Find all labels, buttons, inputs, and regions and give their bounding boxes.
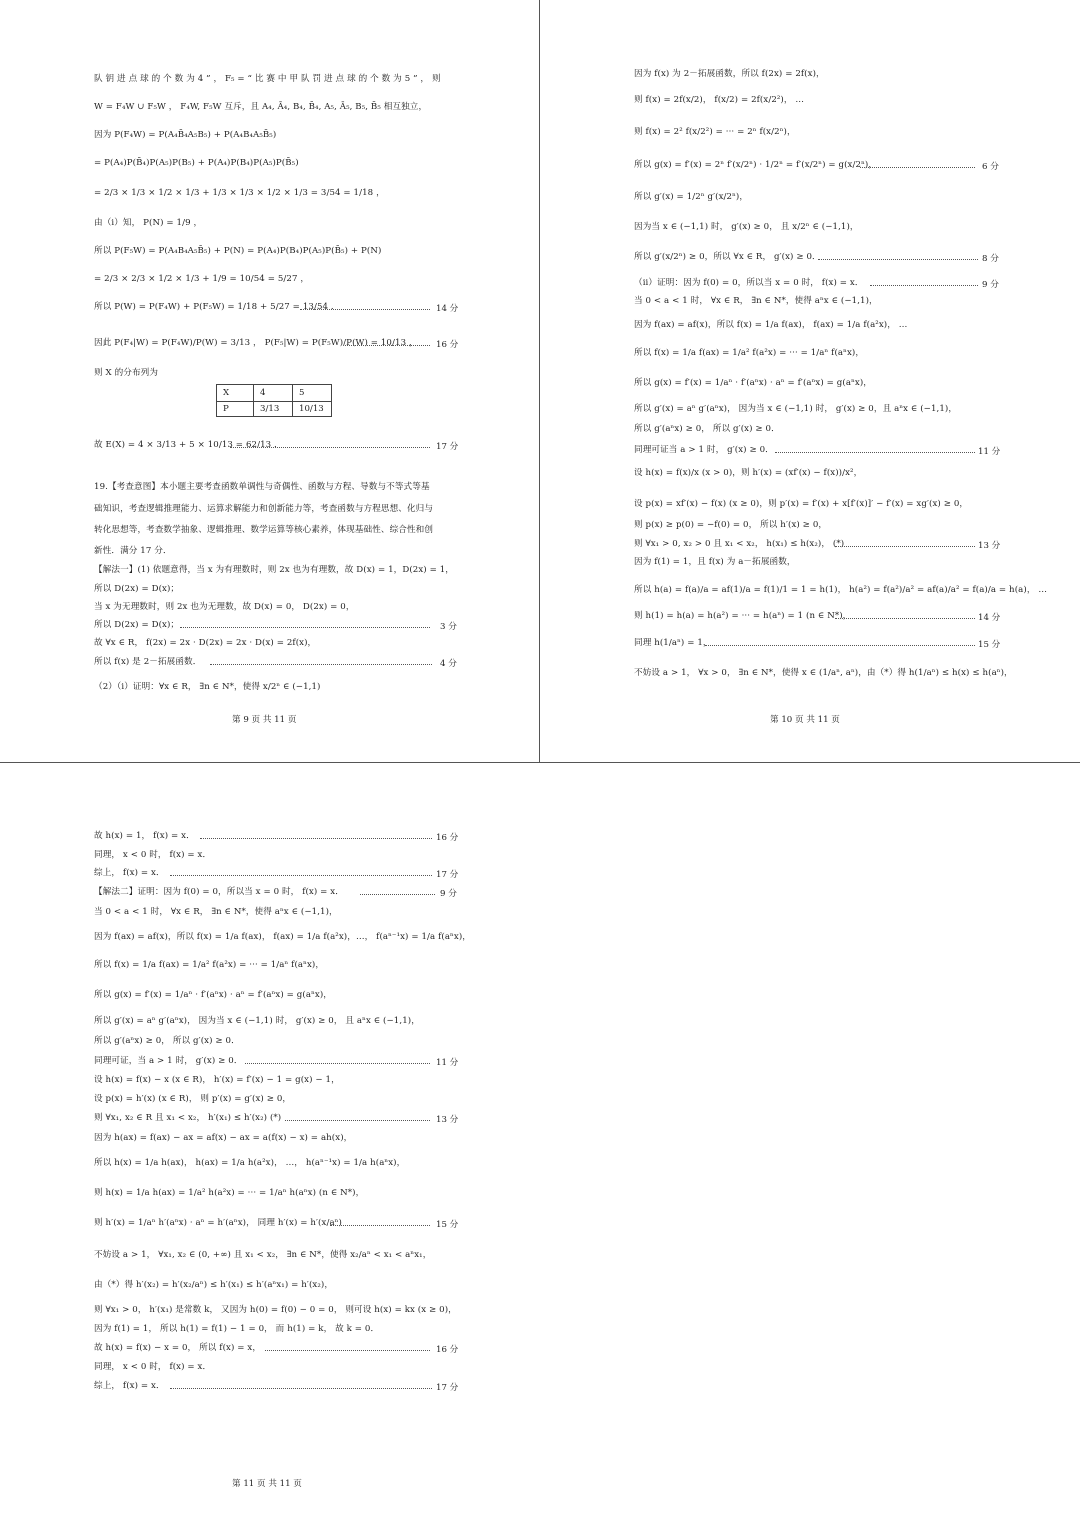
text-line: 【解法二】证明：因为 f(0) = 0，所以当 x = 0 时， f(x) = x．	[94, 887, 344, 897]
distribution-table	[216, 384, 332, 417]
score-label: 14 分	[978, 613, 1001, 623]
text-line: 由（i）知， P(N) = 1/9 ，	[94, 218, 203, 228]
text-line: 同理可证，当 a > 1 时， g′(x) ≥ 0．	[94, 1056, 243, 1066]
text-line: 则 f(x) = 2² f(x/2²) = ··· = 2ⁿ f(x/2ⁿ)，	[634, 127, 796, 137]
page-footer: 第 10 页 共 11 页	[770, 715, 840, 725]
text-line: = 2/3 × 2/3 × 1/2 × 1/3 + 1/9 = 10/54 = 5/27 ，	[94, 274, 310, 284]
text-line: 故 h(x) = 1， f(x) = x．	[94, 831, 195, 841]
table-cell: X	[217, 385, 254, 402]
text-line: 因为当 x ∈ (−1,1) 时， g′(x) ≥ 0， 且 x/2ⁿ ∈ (−1,1)，	[634, 222, 859, 232]
text-line: 同理， x < 0 时， f(x) = x．	[94, 1362, 212, 1372]
text-line: 因为 f(1) = 1， 所以 h(1) = f(1) − 1 = 0， 而 h(1) = k， 故 k = 0．	[94, 1324, 380, 1334]
text-line: 所以 D(2x) = D(x)；	[94, 620, 180, 630]
score-label: 8 分	[982, 254, 999, 264]
text-line: 19.【考查意图】本小题主要考查函数单调性与奇偶性、函数与方程、导数与不等式等基	[94, 482, 430, 492]
text-line: 所以 g′(x/2ⁿ) ≥ 0，所以 ∀x ∈ R， g′(x) ≥ 0．	[634, 252, 821, 262]
text-line: 所以 g′(x) = aⁿ g′(aⁿx)， 因为当 x ∈ (−1,1) 时， g′(x) ≥ 0，且 aⁿx ∈ (−1,1)，	[634, 404, 958, 414]
score-label: 9 分	[440, 889, 457, 899]
text-line: 础知识，考查逻辑推理能力、运算求解能力和创新能力等，考查函数与方程思想、化归与	[94, 504, 434, 514]
text-line: 所以 g′(x) = aⁿ g′(aⁿx)， 因为当 x ∈ (−1,1) 时， g′(x) ≥ 0， 且 aⁿx ∈ (−1,1)，	[94, 1016, 420, 1026]
text-line: 当 0 < a < 1 时， ∀x ∈ R， ∃n ∈ N*，使得 aⁿx ∈ (−1,1)，	[94, 907, 338, 917]
text-line: 不妨设 a > 1， ∀x > 0， ∃n ∈ N*，使得 x ∈ (1/aⁿ, aⁿ)，由（*）得 h(1/aⁿ) ≤ h(x) ≤ h(aⁿ)，	[634, 668, 1013, 678]
table-row	[217, 402, 332, 417]
text-line: 【解法一】(1) 依题意得，当 x 为有理数时，则 2x 也为有理数，故 D(x) = 1，D(2x) = 1，	[94, 565, 454, 575]
text-line: 设 p(x) = xf′(x) − f(x) (x ≥ 0)，则 p′(x) = f′(x) + x[f′(x)]′ − f′(x) = xg′(x) ≥ 0，	[634, 499, 969, 509]
score-label: 16 分	[436, 340, 459, 350]
text-line: （ii）证明：因为 f(0) = 0，所以当 x = 0 时， f(x) = x．	[634, 278, 864, 288]
text-line: 则 p(x) ≥ p(0) = −f(0) = 0， 所以 h′(x) ≥ 0，	[634, 520, 828, 530]
text-line: 所以 g(x) = f′(x) = 1/aⁿ · f′(aⁿx) · aⁿ = f′(aⁿx) = g(aⁿx)，	[634, 378, 872, 388]
text-line: 则 h(x) = 1/a h(ax) = 1/a² h(a²x) = ··· = 1/aⁿ h(aⁿx) (n ∈ N*)，	[94, 1188, 365, 1198]
text-line: 综上， f(x) = x．	[94, 1381, 165, 1391]
text-line: 所以 g(x) = f′(x) = 2ⁿ f′(x/2ⁿ) · 1/2ⁿ = f′(x/2ⁿ) = g(x/2ⁿ)，	[634, 160, 878, 170]
text-line: 则 ∀x₁, x₂ ∈ R 且 x₁ < x₂， h′(x₁) ≤ h′(x₂) (*)	[94, 1113, 282, 1123]
text-line: = 2/3 × 1/3 × 1/2 × 1/3 + 1/3 × 1/3 × 1/2 × 1/3 = 3/54 = 1/18 ，	[94, 188, 385, 198]
dot-leader	[285, 1114, 430, 1121]
text-line: 因为 f(1) = 1，且 f(x) 为 a－拓展函数，	[634, 557, 796, 567]
table-cell: 5	[293, 385, 332, 402]
text-line: 转化思想等，考查数学抽象、逻辑推理、数学运算等核心素养，体现基础性、综合性和创	[94, 525, 434, 535]
dot-leader	[210, 658, 432, 665]
score-label: 3 分	[440, 622, 457, 632]
text-line: 因为 P(F₄W) = P(A₄B̄₄A₅B₅) + P(A₄B₄A₅B̄₅)	[94, 130, 277, 140]
text-line: 则 ∀x₁ > 0， h′(x₁) 是常数 k， 又因为 h(0) = f(0) − 0 = 0， 则可设 h(x) = kx (x ≥ 0)，	[94, 1305, 457, 1315]
text-line: （2）（i）证明：∀x ∈ R， ∃n ∈ N*，使得 x/2ⁿ ∈ (−1,1)	[94, 682, 321, 692]
text-line: 因为 f(x) 为 2－拓展函数，所以 f(2x) = 2f(x)，	[634, 69, 825, 79]
text-line: 所以 g′(aⁿx) ≥ 0， 所以 g′(x) ≥ 0．	[634, 424, 780, 434]
table-cell: 3/13	[254, 402, 293, 417]
dot-leader	[870, 279, 978, 286]
score-label: 15 分	[436, 1220, 459, 1230]
table-cell: P	[217, 402, 254, 417]
text-line: 综上， f(x) = x．	[94, 868, 165, 878]
dot-leader	[860, 161, 975, 168]
dot-leader	[835, 612, 975, 619]
text-line: 所以 g(x) = f′(x) = 1/aⁿ · f′(aⁿx) · aⁿ = f′(aⁿx) = g(aⁿx)，	[94, 990, 332, 1000]
dot-leader	[265, 1344, 430, 1351]
text-line: 因为 f(ax) = af(x)，所以 f(x) = 1/a f(ax)， f(ax) = 1/a f(a²x)，…， f(aⁿ⁻¹x) = 1/a f(aⁿx)，	[94, 932, 471, 942]
dot-leader	[180, 621, 430, 628]
score-label: 6 分	[982, 162, 999, 172]
score-label: 11 分	[436, 1058, 459, 1068]
score-label: 17 分	[436, 442, 459, 452]
text-line: 设 h(x) = f(x)/x (x > 0)，则 h′(x) = (xf′(x) − f(x))/x²，	[634, 468, 863, 478]
text-line: 所以 g′(aⁿx) ≥ 0， 所以 g′(x) ≥ 0．	[94, 1036, 240, 1046]
text-line: 当 x 为无理数时，则 2x 也为无理数，故 D(x) = 0， D(2x) = 0，	[94, 602, 355, 612]
text-line: 当 0 < a < 1 时， ∀x ∈ R， ∃n ∈ N*，使得 aⁿx ∈ (−1,1)，	[634, 296, 878, 306]
text-line: 所以 h(a) = f(a)/a = af(1)/a = f(1)/1 = 1 = h(1)， h(a²) = f(a²)/a² = af(a)/a² = f(a)/a = h(a)， …	[634, 585, 1048, 595]
score-label: 9 分	[982, 280, 999, 290]
text-line: 所以 f(x) = 1/a f(ax) = 1/a² f(a²x) = ··· = 1/aⁿ f(aⁿx)，	[94, 960, 325, 970]
score-label: 13 分	[436, 1115, 459, 1125]
page-divider-vertical	[539, 0, 540, 762]
page-footer: 第 11 页 共 11 页	[232, 1479, 302, 1489]
text-line: 所以 f(x) 是 2－拓展函数．	[94, 657, 202, 667]
dot-leader	[775, 446, 975, 453]
score-label: 13 分	[978, 541, 1001, 551]
dot-leader	[330, 1219, 430, 1226]
dot-leader	[300, 303, 430, 310]
dot-leader	[360, 888, 435, 895]
score-label: 15 分	[978, 640, 1001, 650]
text-line: 因此 P(F₄|W) = P(F₄W)/P(W) = 3/13 ， P(F₅|W) = P(F₅W)/P(W) = 10/13 ，	[94, 338, 418, 348]
dot-leader	[818, 253, 978, 260]
score-label: 4 分	[440, 659, 457, 669]
dot-leader	[835, 540, 975, 547]
score-label: 14 分	[436, 304, 459, 314]
score-label: 16 分	[436, 833, 459, 843]
text-line: 由（*）得 h′(x₂) = h′(x₂/aⁿ) ≤ h′(x₁) ≤ h′(aⁿx₁) = h′(x₂)，	[94, 1280, 334, 1290]
text-line: 设 p(x) = h′(x) (x ∈ R)， 则 p′(x) = g′(x) ≥ 0，	[94, 1094, 292, 1104]
text-line: 队 钥 进 点 球 的 个 数 为 4 ” ， F₅ = “ 比 赛 中 甲 队 罚 进 点 球 的 个 数 为 5 ” ， 则	[94, 74, 441, 84]
text-line: 则 ∀x₁ > 0, x₂ > 0 且 x₁ < x₂， h(x₁) ≤ h(x₂)， (*)	[634, 539, 845, 549]
dot-leader	[170, 869, 432, 876]
text-line: 所以 P(F₅W) = P(A₄B₄A₅B̄₅) + P(N) = P(A₄)P(B₄)P(A₅)P(B̄₅) + P(N)	[94, 246, 382, 256]
page-footer: 第 9 页 共 11 页	[232, 715, 297, 725]
dot-leader	[200, 832, 432, 839]
dot-leader	[245, 1057, 430, 1064]
dot-leader	[705, 639, 975, 646]
score-label: 11 分	[978, 447, 1001, 457]
text-line: 故 E(X) = 4 × 3/13 + 5 × 10/13 = 62/13 .	[94, 440, 277, 450]
page-divider-horizontal	[0, 762, 1080, 763]
dot-leader	[230, 441, 430, 448]
text-line: = P(A₄)P(B̄₄)P(A₅)P(B₅) + P(A₄)P(B₄)P(A₅)P(B̄₅)	[94, 158, 299, 168]
text-line: 同理， x < 0 时， f(x) = x．	[94, 850, 212, 860]
score-label: 16 分	[436, 1345, 459, 1355]
table-cell: 10/13	[293, 402, 332, 417]
text-line: 则 X 的分布列为	[94, 368, 159, 378]
text-line: 所以 P(W) = P(F₄W) + P(F₅W) = 1/18 + 5/27 = 13/54 .	[94, 302, 334, 312]
table-cell: 4	[254, 385, 293, 402]
dot-leader	[170, 1382, 432, 1389]
text-line: 不妨设 a > 1， ∀x₁, x₂ ∈ (0, +∞) 且 x₁ < x₂， ∃n ∈ N*，使得 x₂/aⁿ < x₁ < aⁿx₁，	[94, 1250, 432, 1260]
text-line: 新性．满分 17 分．	[94, 546, 172, 556]
text-line: 设 h(x) = f(x) − x (x ∈ R)， h′(x) = f′(x) − 1 = g(x) − 1，	[94, 1075, 340, 1085]
text-line: 则 f(x) = 2f(x/2)， f(x/2) = 2f(x/2²)， …	[634, 95, 805, 105]
text-line: 因为 h(ax) = f(ax) − ax = af(x) − ax = a(f(x) − x) = ah(x)，	[94, 1133, 353, 1143]
text-line: 因为 f(ax) = af(x)，所以 f(x) = 1/a f(ax)， f(ax) = 1/a f(a²x)， …	[634, 320, 908, 330]
text-line: 所以 h(x) = 1/a h(ax)， h(ax) = 1/a h(a²x)， …， h(aⁿ⁻¹x) = 1/a h(aⁿx)，	[94, 1158, 406, 1168]
dot-leader	[345, 339, 430, 346]
table-row	[217, 385, 332, 402]
score-label: 17 分	[436, 870, 459, 880]
text-line: 故 h(x) = f(x) − x = 0， 所以 f(x) = x，	[94, 1343, 262, 1353]
text-line: 所以 f(x) = 1/a f(ax) = 1/a² f(a²x) = ··· = 1/aⁿ f(aⁿx)，	[634, 348, 865, 358]
text-line: 故 ∀x ∈ R， f(2x) = 2x · D(2x) = 2x · D(x) = 2f(x)，	[94, 638, 317, 648]
text-line: 则 h′(x) = 1/aⁿ h′(aⁿx) · aⁿ = h′(aⁿx)， 同理 h′(x) = h′(x/aⁿ)	[94, 1218, 342, 1228]
text-line: 同理 h(1/aⁿ) = 1，	[634, 638, 712, 648]
text-line: 同理可证当 a > 1 时， g′(x) ≥ 0．	[634, 445, 774, 455]
text-line: 所以 g′(x) = 1/2ⁿ g′(x/2ⁿ)，	[634, 192, 749, 202]
text-line: 则 h(1) = h(a) = h(a²) = ··· = h(aⁿ) = 1 (n ∈ N*)，	[634, 611, 852, 621]
score-label: 17 分	[436, 1383, 459, 1393]
text-line: 所以 D(2x) = D(x)；	[94, 584, 180, 594]
text-line: W = F₄W ∪ F₅W ， F₄W, F₅W 互斥，且 A₄, Ā₄, B₄, B̄₄, A₅, Ā₅, B₅, B̄₅ 相互独立，	[94, 102, 428, 112]
